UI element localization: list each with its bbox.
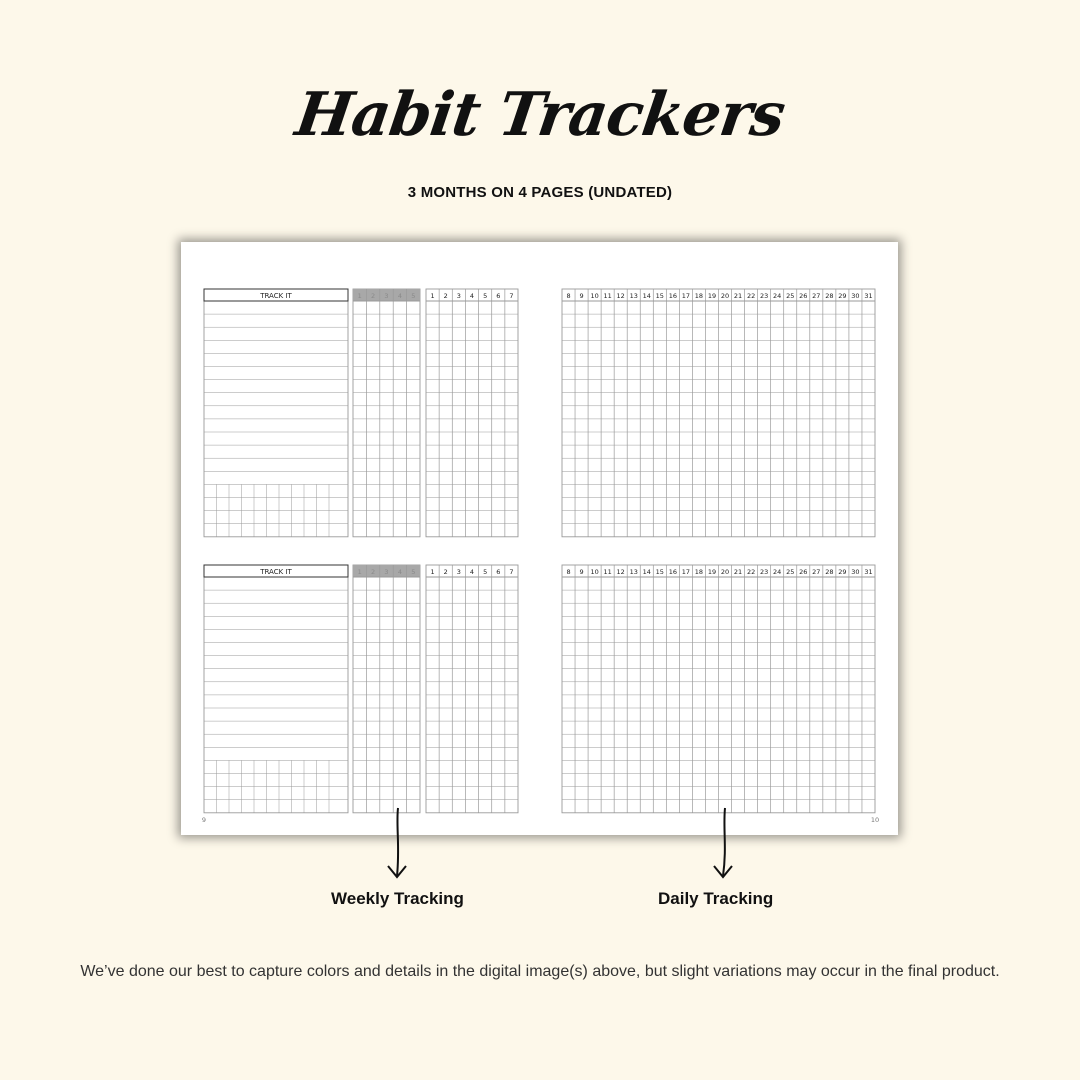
grid-header-label: 26 [799,568,808,576]
grid-header-label: 10 [590,568,599,576]
grid-header-label: 18 [694,292,704,300]
grid-header-label: 5 [483,568,488,576]
grid-header-label: 29 [838,568,847,576]
grid-header-label: 7 [509,568,514,576]
page-subtitle: 3 MONTHS ON 4 PAGES (UNDATED) [407,184,673,201]
grid-header-label: 16 [668,568,677,576]
grid-header-label: 3 [384,568,389,576]
grid-header-label: 5 [483,292,488,300]
grid-header-label: 21 [733,568,743,576]
grid-header-label: 12 [616,292,625,300]
disclaimer-text: We’ve done our best to capture colors and details in the digital image(s) above, but slight variations may occur in the final product. [80,963,1000,980]
weekly-shaded-grid [353,565,420,813]
grid-header-label: 15 [655,568,664,576]
grid-header-label: 4 [469,292,475,300]
grid-header-label: 2 [443,292,448,300]
grid-header-label: 23 [760,568,769,576]
grid-header-label: 22 [746,292,756,300]
grid-header-label: 13 [629,292,638,300]
track-it-header: TRACK IT [260,568,292,576]
grid-header-label: 7 [509,292,514,300]
grid-header-label: 11 [603,292,612,300]
grid-header-label: 31 [864,568,873,576]
weekly-tracking-label: Weekly Tracking [331,889,464,908]
daily-tracking-label: Daily Tracking [658,889,774,908]
grid-header-label: 4 [397,292,402,300]
grid-header-label: 24 [773,568,782,576]
grid-header-label: 2 [371,292,376,300]
page-title: Habit Trackers [291,80,789,150]
weekly-shaded-grid [353,289,420,537]
grid-header-label: 9 [579,292,584,300]
grid-header-label: 28 [825,292,834,300]
grid-header-label: 27 [812,292,821,300]
grid-header-label: 16 [668,292,677,300]
grid-header-label: 1 [357,292,362,300]
grid-header-label: 1 [430,292,435,300]
grid-header-label: 2 [371,568,376,576]
grid-header-label: 31 [864,292,873,300]
grid-header-label: 1 [430,568,435,576]
page-number-right: 10 [870,816,880,824]
weekly-grid [426,289,518,537]
grid-header-label: 20 [720,292,730,300]
grid-header-label: 26 [799,292,808,300]
weekly-grid [426,565,518,813]
grid-header-label: 13 [629,568,638,576]
track-it-list [204,289,348,537]
grid-header-label: 15 [655,292,664,300]
grid-header-label: 22 [746,568,756,576]
grid-header-label: 5 [411,292,416,300]
grid-header-label: 14 [642,292,651,300]
track-it-header: TRACK IT [260,292,292,300]
planner-spread [181,242,898,835]
grid-header-label: 30 [851,292,860,300]
daily-arrow-icon [710,806,738,882]
weekly-arrow-icon [384,806,412,882]
grid-header-label: 4 [397,568,402,576]
grid-header-label: 3 [456,292,461,300]
grid-header-label: 8 [566,292,571,300]
grid-header-label: 4 [469,568,475,576]
grid-header-label: 17 [681,292,691,300]
grid-header-label: 29 [838,292,847,300]
grid-header-label: 6 [496,292,501,300]
grid-header-label: 8 [566,568,571,576]
grid-header-label: 28 [825,568,834,576]
grid-header-label: 24 [773,292,782,300]
grid-header-label: 5 [411,568,416,576]
grid-header-label: 2 [443,568,448,576]
grid-header-label: 12 [616,568,625,576]
grid-header-label: 19 [707,292,717,300]
grid-header-label: 23 [760,292,769,300]
grid-header-label: 6 [496,568,501,576]
grid-header-label: 25 [786,568,795,576]
grid-header-label: 21 [733,292,743,300]
grid-header-label: 19 [707,568,717,576]
grid-header-label: 1 [357,568,362,576]
grid-header-label: 20 [720,568,730,576]
grid-header-label: 30 [851,568,860,576]
grid-header-label: 17 [681,568,691,576]
grid-header-label: 3 [456,568,461,576]
grid-header-label: 3 [384,292,389,300]
grid-header-label: 18 [694,568,704,576]
grid-header-label: 9 [579,568,584,576]
planner-grid [181,242,898,835]
grid-header-label: 25 [786,292,795,300]
grid-header-label: 10 [590,292,599,300]
track-it-list [204,565,348,813]
grid-header-label: 14 [642,568,651,576]
page-number-left: 9 [201,816,207,824]
grid-header-label: 27 [812,568,821,576]
grid-header-label: 11 [603,568,612,576]
